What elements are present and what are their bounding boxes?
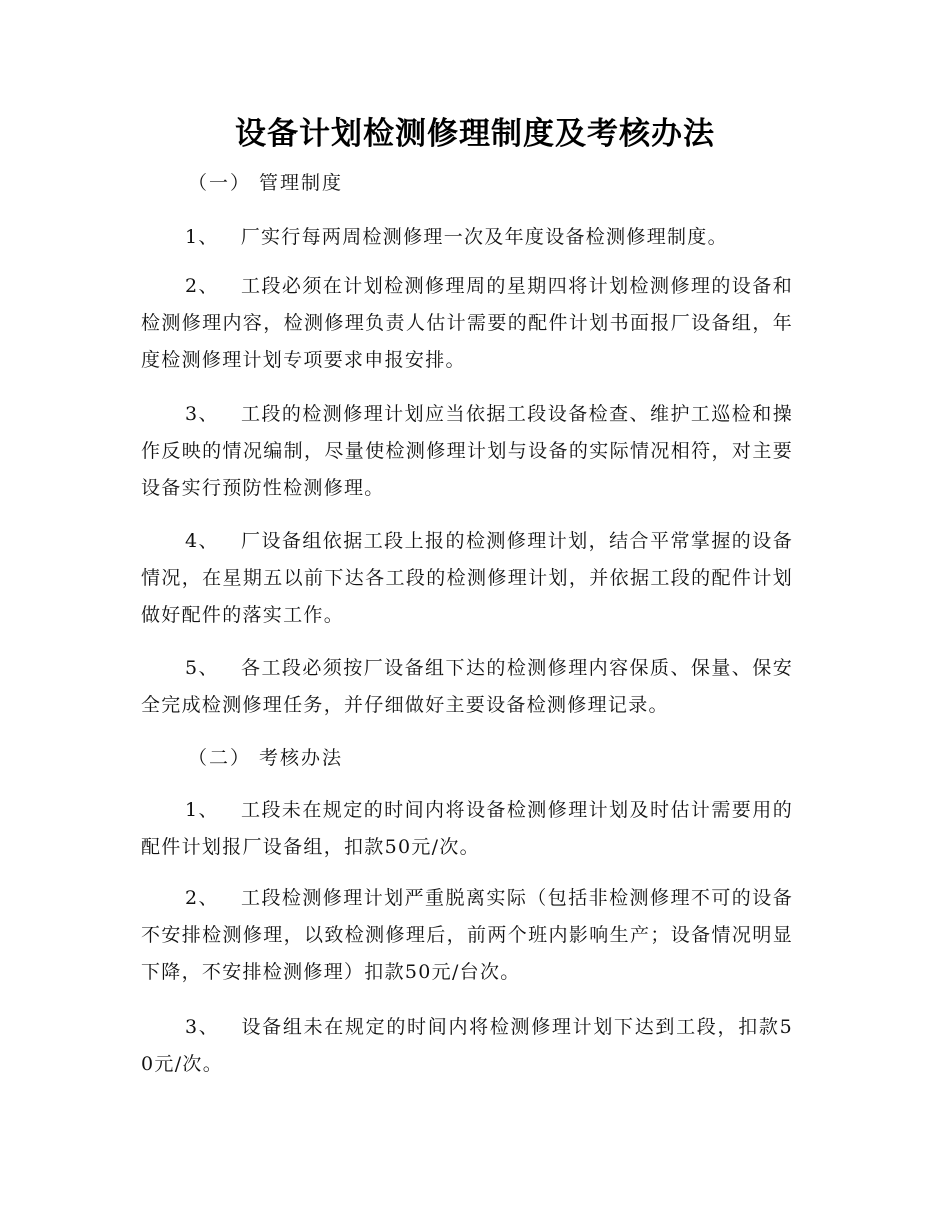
item-number: 3、 xyxy=(185,1016,220,1038)
document-title: 设备计划检测修理制度及考核办法 xyxy=(235,116,715,152)
item-text: 工段检测修理计划严重脱离实际（包括非检测修理不可的设备不安排检测修理，以致检测修理后，前两个班内影响生产；设备情况明显下降，不安排检测修理）扣款50元/台次。 xyxy=(141,887,793,983)
item-text: 各工段必须按厂设备组下达的检测修理内容保质、保量、保安全完成检测修理任务，并仔细做好主要设备检测修理记录。 xyxy=(141,657,793,716)
item-number: 4、 xyxy=(185,530,219,552)
item-text: 设备组未在规定的时间内将检测修理计划下达到工段，扣款50元/次。 xyxy=(141,1016,793,1075)
management-rule-3 xyxy=(141,396,793,507)
item-text: 工段未在规定的时间内将设备检测修理计划及时估计需要用的配件计划报厂设备组，扣款50元/次。 xyxy=(141,799,793,858)
management-rule-4 xyxy=(141,523,793,634)
item-number: 1、 xyxy=(185,799,219,821)
management-rule-5 xyxy=(141,650,793,724)
item-text: 厂设备组依据工段上报的检测修理计划，结合平常掌握的设备情况，在星期五以前下达各工段的检测修理计划，并依据工段的配件计划做好配件的落实工作。 xyxy=(141,530,793,626)
item-text: 厂实行每两周检测修理一次及年度设备检测修理制度。 xyxy=(240,226,728,248)
assessment-rule-2 xyxy=(141,880,793,991)
section-heading-management: （一） 管理制度 xyxy=(188,172,344,194)
assessment-rule-3 xyxy=(141,1009,793,1083)
item-text: 工段的检测修理计划应当依据工段设备检查、维护工巡检和操作反映的情况编制，尽量使检测修理计划与设备的实际情况相符，对主要设备实行预防性检测修理。 xyxy=(141,403,793,499)
item-text: 工段必须在计划检测修理周的星期四将计划检测修理的设备和检测修理内容，检测修理负责人估计需要的配件计划书面报厂设备组，年度检测修理计划专项要求申报安排。 xyxy=(141,275,793,371)
item-number: 5、 xyxy=(185,657,219,679)
management-rule-1 xyxy=(141,219,793,256)
item-number: 2、 xyxy=(185,275,219,297)
management-rule-2 xyxy=(141,268,793,379)
item-number: 2、 xyxy=(185,887,219,909)
assessment-rule-1 xyxy=(141,792,793,866)
item-number: 1、 xyxy=(185,226,219,248)
section-heading-assessment: （二） 考核办法 xyxy=(188,747,344,769)
item-number: 3、 xyxy=(185,403,219,425)
